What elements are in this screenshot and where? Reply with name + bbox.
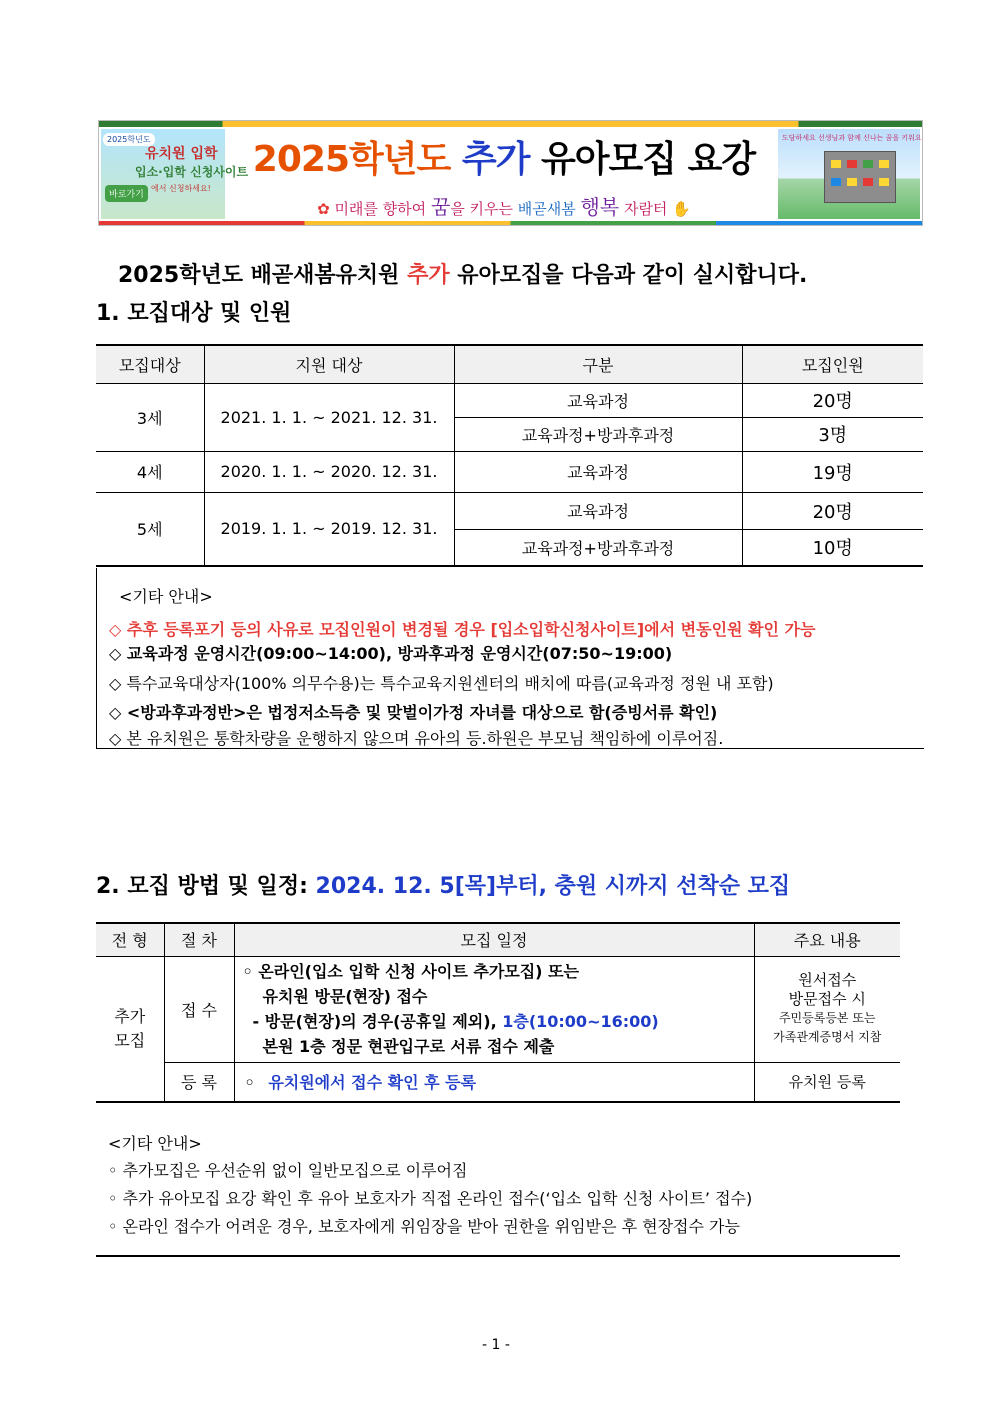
slogan-mid: 을 키우는: [450, 200, 513, 218]
note-item: ◇ 본 유치원은 통학차량을 운행하지 않으며 유아의 등.하원은 부모님 책임하에 이루어짐.: [109, 729, 724, 748]
logo-line2: 입소·입학 신청사이트: [135, 165, 249, 179]
schedule-table: [96, 922, 900, 1103]
header-type: 구분: [454, 345, 742, 383]
table-row: [96, 383, 923, 417]
table-header-row: [96, 923, 900, 956]
period-cell: 2020. 1. 1. ~ 2020. 12. 31.: [204, 451, 454, 492]
table-header-row: [96, 345, 923, 383]
count-cell: 19명: [742, 451, 923, 492]
header-step: 절 차: [164, 923, 234, 956]
recruitment-table: [96, 344, 923, 567]
schedule-cell: [234, 956, 754, 1062]
note-item: ◇ <방과후과정반>은 법정저소득층 및 맞벌이가정 자녀를 대상으로 함(증빙서류 확인): [109, 703, 718, 722]
banner-top-stripe: [99, 121, 922, 127]
schedule-line: 유치원 방문(현장) 접수: [262, 987, 428, 1006]
logo-line3: 에서 신청하세요!: [151, 184, 211, 193]
slogan-name: 배곧새봄: [517, 200, 576, 218]
schedule-line: ◦ 온라인(입소 입학 신청 사이트 추가모집) 또는: [242, 962, 579, 981]
content-cell: [754, 956, 900, 1062]
type-cell: 교육과정: [454, 492, 742, 529]
content-line: 방문접수 시: [788, 990, 866, 1008]
table-row: [96, 492, 923, 529]
note-item: ◇ 추후 등록포기 등의 사유로 모집인원이 변경될 경우 [입소입학신청사이트]에서 변동인원 확인 가능: [109, 620, 816, 639]
type-cell: 교육과정+방과후과정: [454, 529, 742, 566]
section2-heading-accent: 2024. 12. 5[목]부터, 충원 시까지 선착순 모집: [315, 874, 791, 899]
intro-pre: 2025학년도 배곧새봄유치원: [118, 263, 400, 288]
age-cell: 5세: [96, 492, 204, 566]
note-item: ◇ 특수교육대상자(100% 의무수용)는 특수교육지원센터의 배치에 따름(교육과정 정원 내 포함): [109, 674, 774, 693]
type-cell: 교육과정+방과후과정: [454, 417, 742, 451]
table-row: [96, 956, 900, 1062]
logo-line1: 유치원 입학: [145, 146, 218, 162]
schedule-mark: ◦: [244, 1073, 255, 1093]
enrollment-site-logo: [101, 129, 249, 219]
glove-icon: ✋: [672, 200, 691, 218]
type-cell: 교육과정: [454, 383, 742, 417]
count-cell: 20명: [742, 383, 923, 417]
slogan-dream: 꿈: [430, 195, 451, 219]
notes-title: <기타 안내>: [119, 587, 213, 606]
intro-sentence: [118, 258, 807, 289]
note-item: ◦ 추가 유아모집 요강 확인 후 유아 보호자가 직접 온라인 접수(‘입소 입학 신청 사이트’ 접수): [108, 1189, 753, 1208]
schedule-line: 본원 1층 정문 현관입구로 서류 접수 제출: [262, 1037, 555, 1056]
header-content: 주요 내용: [754, 923, 900, 956]
slogan-end: 자람터: [623, 200, 668, 218]
count-cell: 3명: [742, 417, 923, 451]
schedule-cell: [234, 1062, 754, 1102]
note-item: ◇ 교육과정 운영시간(09:00~14:00), 방과후과정 운영시간(07:50~19:00): [109, 644, 673, 663]
content-line: 가족관계증명서 지참: [773, 1030, 882, 1044]
category-cell: [96, 956, 164, 1102]
header-count: 모집인원: [742, 345, 923, 383]
schedule-line-accent: 유치원에서 접수 확인 후 등록: [268, 1073, 477, 1093]
header-period: 지원 대상: [204, 345, 454, 383]
divider: [96, 1255, 900, 1257]
age-cell: 3세: [96, 383, 204, 451]
kindergarten-building-picture: [778, 129, 920, 219]
table-row: [96, 451, 923, 492]
flower-icon: ✿: [317, 200, 330, 218]
category-label: 추가 모집: [114, 1006, 146, 1050]
note-item: ◦ 온라인 접수가 어려운 경우, 보호자에게 위임장을 받아 권한을 위임받은 후 현장접수 가능: [108, 1217, 740, 1236]
content-line: 원서접수: [798, 971, 857, 989]
header-schedule: 모집 일정: [234, 923, 754, 956]
intro-post: 유아모집을 다음과 같이 실시합니다.: [457, 263, 808, 288]
banner-title: [249, 131, 759, 182]
page-number: - 1 -: [482, 1337, 510, 1353]
count-cell: 20명: [742, 492, 923, 529]
banner-bottom-stripe: [99, 221, 922, 225]
intro-accent: 추가: [407, 263, 450, 288]
age-cell: 4세: [96, 451, 204, 492]
title-accent: 추가: [461, 139, 530, 180]
content-line: 주민등록등본 또는: [778, 1011, 876, 1025]
period-cell: 2019. 1. 1. ~ 2019. 12. 31.: [204, 492, 454, 566]
slogan-happy: 행복: [580, 195, 620, 219]
note-item: ◦ 추가모집은 우선순위 없이 일반모집으로 이루어짐: [108, 1161, 468, 1180]
header-target: 모집대상: [96, 345, 204, 383]
section1-heading: 1. 모집대상 및 인원: [96, 301, 292, 326]
schedule-line-text: - 방문(현장)의 경우(공휴일 제외),: [252, 1012, 497, 1031]
count-cell: 10명: [742, 529, 923, 566]
title-year: 2025학년도: [252, 139, 451, 180]
header-category: 전 형: [96, 923, 164, 956]
section2-heading-pre: 2. 모집 방법 및 일정:: [96, 874, 308, 899]
slogan-pre: 미래를 향하여: [334, 200, 427, 218]
period-cell: 2021. 1. 1. ~ 2021. 12. 31.: [204, 383, 454, 451]
picture-caption: 도담하세요 선생님과 함께 신나는 꿈을 키워요: [782, 134, 922, 142]
section2-heading: [96, 869, 790, 900]
schedule-line-accent: 1층(10:00~16:00): [502, 1012, 659, 1031]
building-icon: [824, 151, 896, 203]
type-cell: 교육과정: [454, 451, 742, 492]
logo-badge: 2025학년도: [103, 133, 155, 146]
schedule-line: [243, 1009, 754, 1034]
table-row: [96, 1062, 900, 1102]
notes-title: <기타 안내>: [108, 1134, 202, 1153]
content-cell: 유치원 등록: [754, 1062, 900, 1102]
step-cell: 접 수: [164, 956, 234, 1062]
notes-box: [96, 568, 924, 749]
step-cell: 등 록: [164, 1062, 234, 1102]
banner-slogan: [274, 191, 734, 220]
title-rest: 유아모집 요강: [540, 139, 756, 180]
logo-go-label: 바로가기: [105, 185, 148, 202]
header-banner: [98, 120, 923, 226]
